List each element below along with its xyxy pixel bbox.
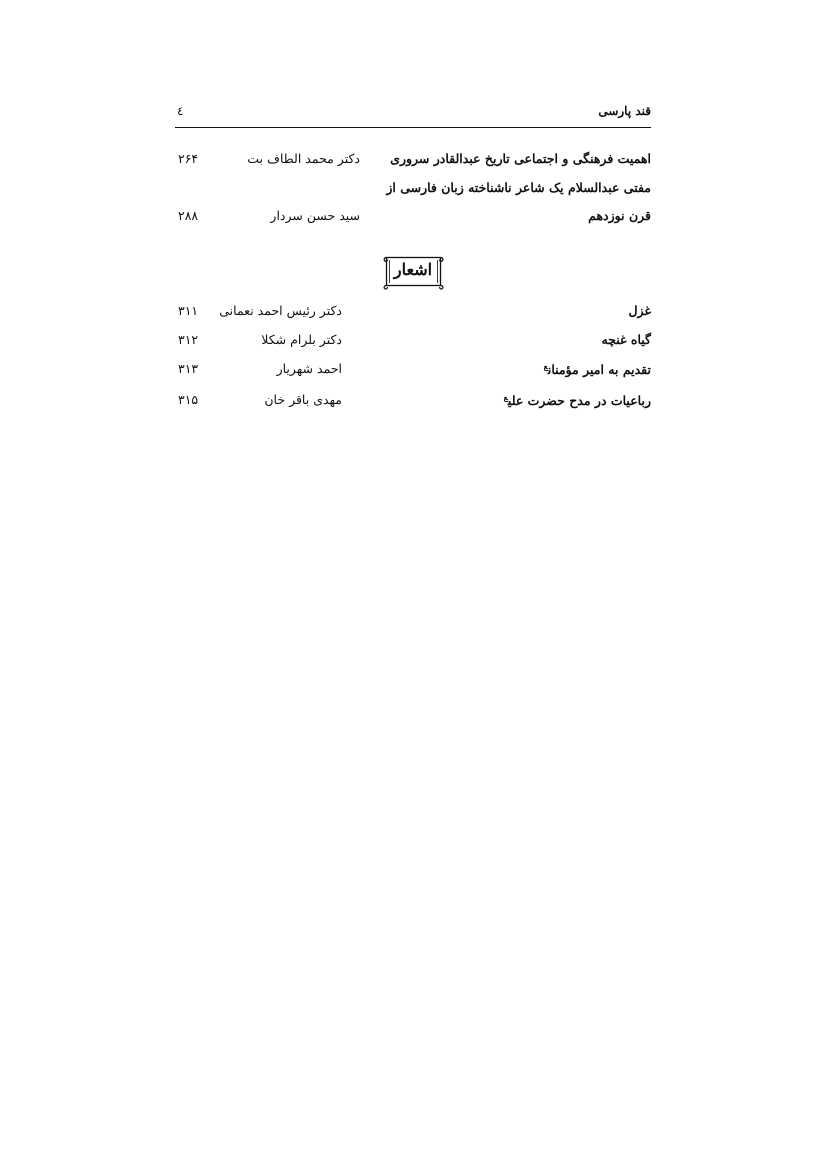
- toc-entry-page: ۳۱۱: [178, 303, 199, 318]
- toc-entry-title: مفتی عبدالسلام یک شاعر ناشناخته زبان فارسی از: [386, 180, 651, 195]
- toc-entry: [175, 151, 651, 175]
- toc-entry: [175, 303, 651, 327]
- toc-entry-title: اهمیت فرهنگی و اجتماعی تاریخ عبدالقادر سروری: [390, 151, 651, 166]
- honorific-superscript: ع: [543, 361, 548, 371]
- toc-entry-author: احمد شهریار: [276, 361, 342, 376]
- toc-entry-author: مهدی باقر خان: [264, 392, 342, 407]
- section-heading-banner: [382, 254, 444, 290]
- toc-entry-author: دکتر بلرام شکلا: [261, 332, 342, 347]
- toc-entry-line: [175, 180, 651, 204]
- toc-entry-page: ۲۶۴: [178, 151, 199, 166]
- toc-entry-title-text: تقدیم به امیر مؤمنان: [547, 362, 651, 378]
- toc-entry-page: ۳۱۲: [178, 332, 199, 347]
- toc-entry-title: [504, 392, 651, 408]
- journal-title: قند پارسی: [598, 104, 651, 118]
- toc-entry-author: دکتر محمد الطاف بت: [247, 151, 360, 166]
- toc-entry-title: غزل: [628, 303, 651, 318]
- toc-entry-title: گیاه غنچه: [601, 332, 651, 347]
- toc-entry-author: دکتر رئیس احمد نعمانی: [219, 303, 342, 318]
- toc-entry-title-continued: قرن نوزدهم: [588, 208, 651, 223]
- toc-entry-page: ۳۱۵: [178, 392, 199, 407]
- toc-entry-title: [544, 361, 651, 377]
- toc-entry: [175, 361, 651, 385]
- section-heading: اشعار: [393, 260, 433, 279]
- honorific-superscript: ع: [503, 392, 508, 402]
- toc-entry: [175, 208, 651, 232]
- toc-entry: [175, 392, 651, 416]
- toc-entry-page: ۲۸۸: [178, 208, 199, 223]
- toc-entry-title-text: رباعیات در مدح حضرت علی: [507, 393, 651, 409]
- header-page-number: ٤: [177, 104, 184, 118]
- toc-entry-author: سید حسن سردار: [270, 208, 360, 223]
- toc-entry: [175, 332, 651, 356]
- toc-entry-page: ۳۱۳: [178, 361, 199, 376]
- running-header: [175, 101, 651, 128]
